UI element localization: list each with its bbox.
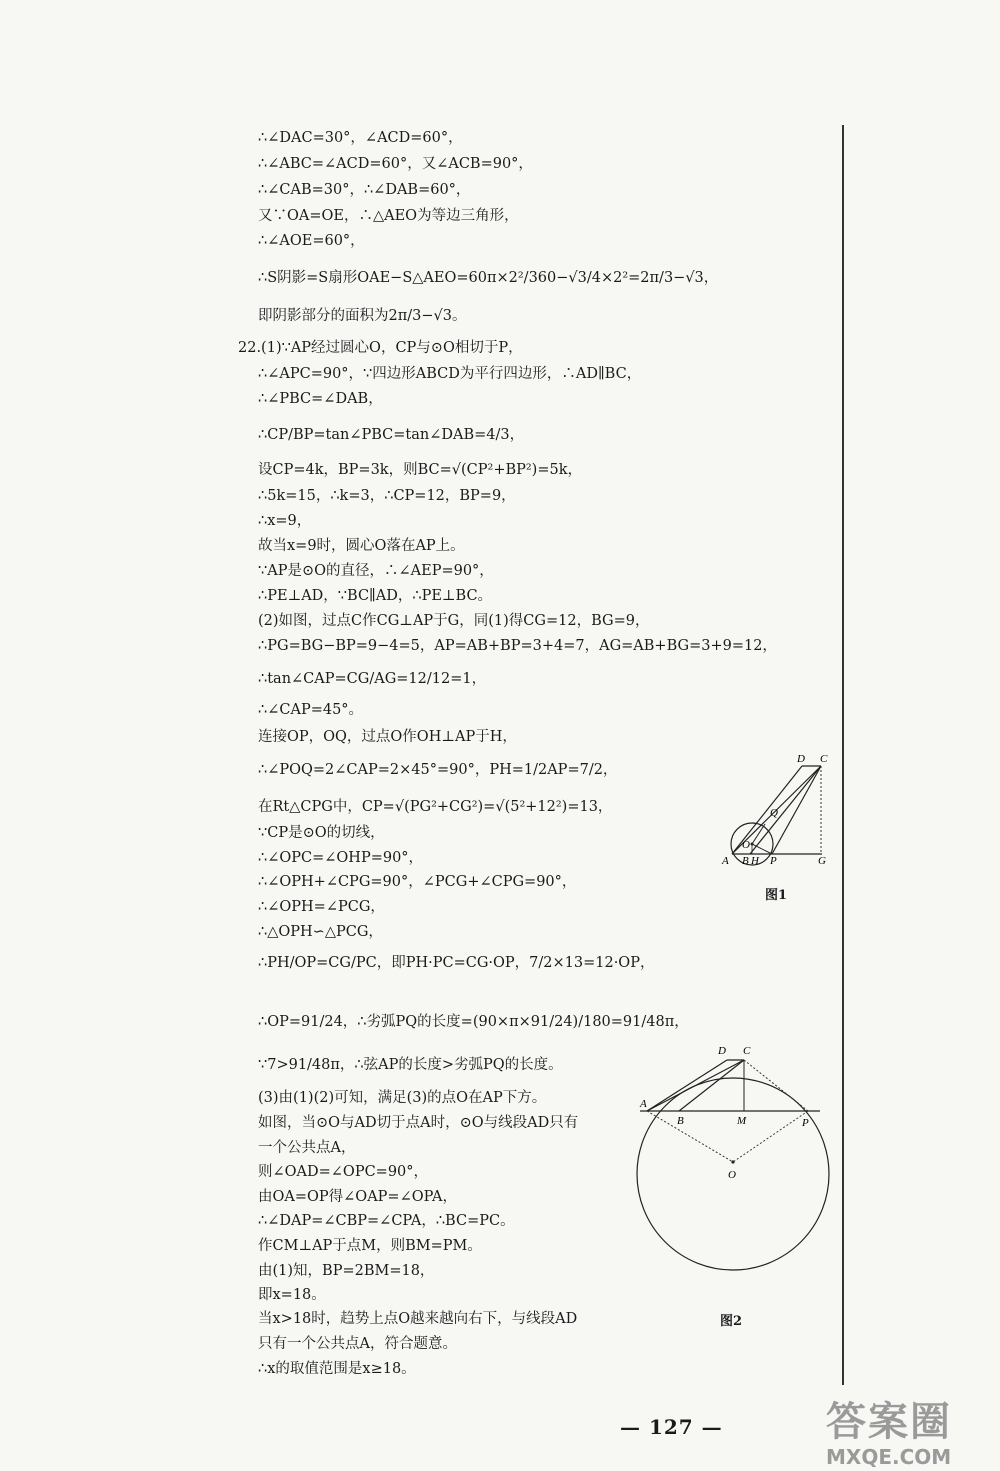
text-line: 连接OP，OQ，过点O作OH⊥AP于H， — [258, 729, 517, 745]
text-line: ∴∠POQ=2∠CAP=2×45°=90°，PH=1/2AP=7/2， — [258, 762, 618, 778]
watermark — [826, 1390, 952, 1469]
text-line: 在Rt△CPG中，CP=√(PG²+CG²)=√(5²+12²)=13， — [258, 799, 613, 815]
text-line: 故当x=9时，圆心O落在AP上。 — [258, 538, 465, 554]
text-line: ∴PG=BG−BP=9−4=5，AP=AB+BP=3+4=7，AG=AB+BG=3+9=12， — [258, 638, 777, 654]
text-line: ∵AP是⊙O的直径，∴∠AEP=90°， — [258, 563, 494, 579]
text-line: ∴△OPH∽△PCG， — [258, 924, 383, 940]
text-line: ∴PE⊥AD，∵BC∥AD，∴PE⊥BC。 — [258, 588, 493, 604]
text-line: ∵CP是⊙O的切线， — [258, 825, 385, 841]
text-line: 则∠OAD=∠OPC=90°， — [258, 1164, 429, 1180]
text-line: 由(1)知，BP=2BM=18， — [258, 1263, 435, 1279]
fig1-label-h: H — [751, 855, 759, 867]
text-line: 设CP=4k，BP=3k，则BC=√(CP²+BP²)=5k， — [258, 462, 583, 478]
text-line: ∴CP/BP=tan∠PBC=tan∠DAB=4/3， — [258, 427, 525, 443]
fig2-label-p: P — [802, 1117, 809, 1129]
fig1-label-q: Q — [770, 807, 778, 819]
text-line: ∴x=9， — [258, 513, 312, 529]
text-line: ∴∠OPC=∠OHP=90°， — [258, 850, 424, 866]
figure-2-caption: 图2 — [720, 1314, 743, 1329]
margin-rule — [842, 125, 844, 1385]
text-line: ∴S阴影=S扇形OAE−S△AEO=60π×2²/360−√3/4×2²=2π/3−√3， — [258, 270, 719, 286]
fig1-label-g: G — [818, 855, 826, 867]
figure-1-caption: 图1 — [765, 888, 788, 903]
page-number: — 127 — — [620, 1415, 723, 1439]
text-line: 由OA=OP得∠OAP=∠OPA， — [258, 1189, 457, 1205]
fig1-label-b: B — [742, 855, 749, 867]
text-line: 只有一个公共点A，符合题意。 — [258, 1336, 457, 1352]
text-line: 即阴影部分的面积为2π/3−√3。 — [258, 308, 467, 324]
text-line: 作CM⊥AP于点M，则BM=PM。 — [258, 1238, 482, 1254]
text-line: ∴tan∠CAP=CG/AG=12/12=1， — [258, 671, 487, 687]
text-line: ∴x的取值范围是x≥18。 — [258, 1361, 416, 1377]
fig2-label-c: C — [743, 1045, 751, 1057]
text-line: ∵7>91/48π，∴弦AP的长度>劣弧PQ的长度。 — [258, 1057, 563, 1073]
text-line: ∴∠APC=90°，∵四边形ABCD为平行四边形，∴AD∥BC， — [258, 366, 642, 382]
text-line: 一个公共点A， — [258, 1140, 356, 1156]
text-line: ∴∠DAP=∠CBP=∠CPA，∴BC=PC。 — [258, 1213, 515, 1229]
text-line: ∴∠DAC=30°，∠ACD=60°， — [258, 130, 463, 146]
fig1-label-d: D — [797, 753, 805, 765]
text-line: ∴5k=15，∴k=3，∴CP=12，BP=9， — [258, 488, 516, 504]
fig1-label-c: C — [820, 753, 828, 765]
figure-1-diagram — [720, 748, 840, 873]
text-line: ∴∠CAB=30°，∴∠DAB=60°， — [258, 182, 471, 198]
text-line: (3)由(1)(2)可知，满足(3)的点O在AP下方。 — [258, 1090, 547, 1106]
fig1-label-o: O — [742, 839, 750, 851]
text-line: ∴∠AOE=60°， — [258, 233, 365, 249]
fig2-label-a: A — [640, 1098, 647, 1110]
figure-2-diagram — [630, 1040, 830, 1300]
text-line: ∴∠ABC=∠ACD=60°，又∠ACB=90°， — [258, 156, 533, 172]
text-line: ∴∠OPH+∠CPG=90°，∠PCG+∠CPG=90°， — [258, 874, 577, 890]
question-22-line: 22.(1)∵AP经过圆心O，CP与⊙O相切于P， — [238, 340, 523, 356]
text-line: 如图，当⊙O与AD切于点A时，⊙O与线段AD只有 — [258, 1115, 579, 1131]
fig2-label-o: O — [728, 1169, 736, 1181]
fig2-label-d: D — [718, 1045, 726, 1057]
fig1-label-a: A — [722, 855, 729, 867]
text-line: ∴PH/OP=CG/PC，即PH·PC=CG·OP，7/2×13=12·OP， — [258, 955, 655, 971]
fig1-label-p: P — [770, 855, 777, 867]
text-line: 又∵OA=OE，∴△AEO为等边三角形， — [258, 208, 519, 224]
text-line: ∴∠OPH=∠PCG， — [258, 899, 385, 915]
watermark-sub: MXQE.COM — [826, 1445, 952, 1469]
text-line: ∴∠CAP=45°。 — [258, 702, 364, 718]
text-line: (2)如图，过点C作CG⊥AP于G，同(1)得CG=12，BG=9， — [258, 613, 650, 629]
fig2-label-m: M — [737, 1115, 747, 1127]
text-line: 当x>18时，趋势上点O越来越向右下，与线段AD — [258, 1311, 578, 1327]
fig2-label-b: B — [677, 1115, 684, 1127]
text-line: ∴∠PBC=∠DAB， — [258, 391, 383, 407]
text-line: ∴OP=91/24，∴劣弧PQ的长度=(90×π×91/24)/180=91/48π， — [258, 1014, 689, 1030]
text-line: 即x=18。 — [258, 1287, 326, 1303]
watermark-main: 答案圈 — [826, 1399, 952, 1445]
